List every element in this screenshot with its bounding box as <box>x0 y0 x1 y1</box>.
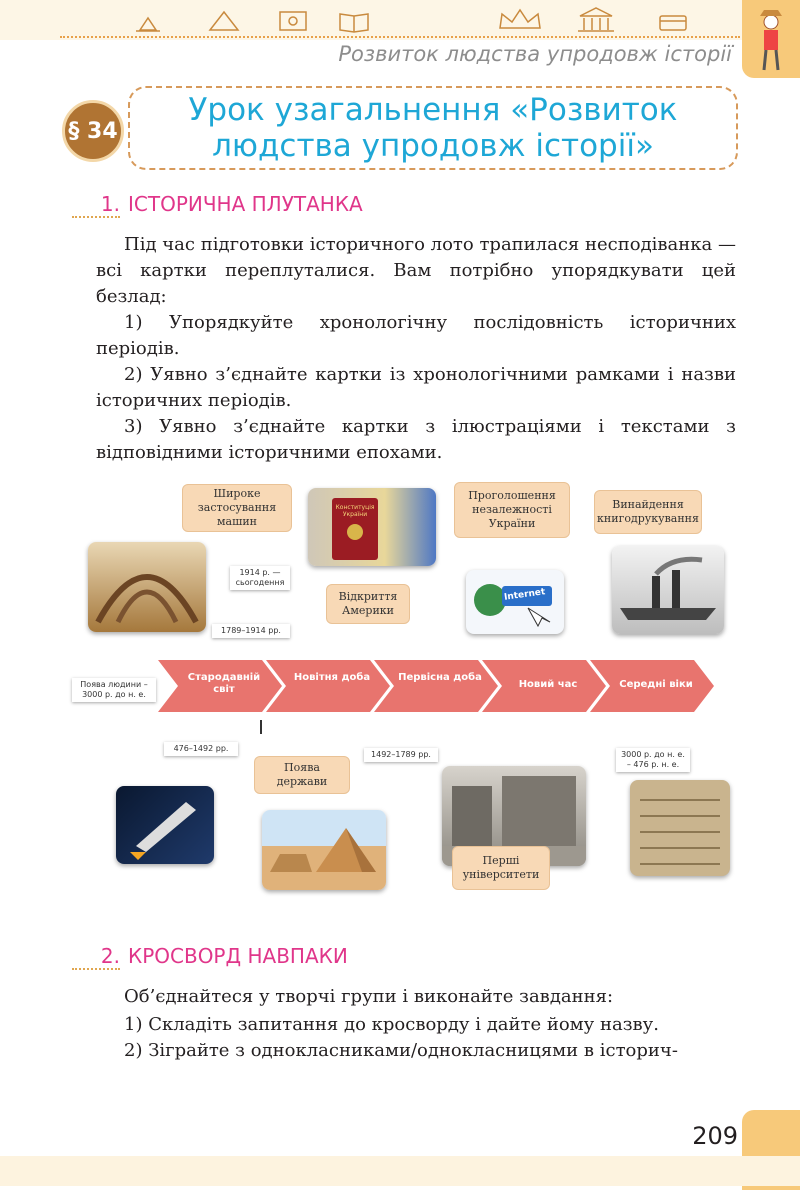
chevron-label: Середні віки <box>619 679 693 690</box>
card-states: Поява держави <box>254 756 350 794</box>
clay-tablet-picture <box>630 780 730 876</box>
chevron-primitive <box>374 660 498 712</box>
section-1-number: 1. <box>72 192 120 218</box>
chevron-label: Стародавній світ <box>187 672 261 695</box>
pyramid-icon <box>210 12 238 30</box>
temple-icon <box>578 8 614 31</box>
history-lotto-illustration <box>72 476 736 906</box>
card-machines: Широке застосування машин <box>182 484 292 532</box>
list-item: 2) Уявно з’єднайте картки із хронологічними рамками і назви історичних періодів. <box>96 364 736 411</box>
history-icons-strip <box>120 4 730 34</box>
section-2-intro: Об’єднайтеся у творчі групи і виконайте завдання: <box>124 986 614 1007</box>
page-number: 209 <box>692 1122 738 1150</box>
card-america: Відкриття Америки <box>326 584 410 624</box>
section-2-title: КРОСВОРД НАВПАКИ <box>128 944 348 968</box>
ancient-dwelling-picture <box>88 542 206 632</box>
date-476: 476–1492 рр. <box>164 742 238 756</box>
map-icon <box>280 12 306 30</box>
date-humans: Поява людини – 3000 р. до н. е. <box>72 678 156 702</box>
crown-icon <box>500 10 540 28</box>
steamship-picture <box>612 546 724 634</box>
date-3000: 3000 р. до н. е. – 476 р. н. е. <box>616 748 690 772</box>
running-title: Розвиток людства упродовж історії <box>338 42 732 66</box>
section-2-number: 2. <box>72 944 120 970</box>
section-1-heading <box>72 192 363 218</box>
explorer-icon <box>742 0 800 78</box>
chest-icon <box>660 16 686 30</box>
chevron-label: Первісна доба <box>398 672 482 683</box>
list-item: 3) Уявно з’єднайте картки з ілюстраціями і текстами з відповідними історичними епохами. <box>96 416 736 463</box>
card-printing: Винайдення книгодрукування <box>594 490 702 534</box>
date-1789: 1789–1914 рр. <box>212 624 290 638</box>
campfire-icon <box>136 18 160 31</box>
section-2-heading <box>72 944 348 970</box>
lesson-title <box>128 86 738 170</box>
bottom-decor-band <box>0 1156 800 1186</box>
list-item: 1) Складіть запитання до кросворду і дайте йому назву. <box>124 1014 659 1035</box>
date-1492: 1492–1789 рр. <box>364 748 438 762</box>
constitution-picture <box>308 488 436 566</box>
cursor-mark <box>260 720 262 734</box>
card-independence: Проголошення незалежності України <box>454 482 570 538</box>
list-item: 2) Зіграйте з однокласниками/однокласницями в історич- <box>124 1040 678 1061</box>
section-1-intro: Під час підготовки історичного лото трапилася несподіванка — всі картки переплуталися. Вам потрібно упорядкувати цей безлад: <box>96 234 736 307</box>
lesson-title-text: Урок узагальнення «Розвиток людства упродовж історії» <box>188 92 678 164</box>
chevron-newest <box>266 660 390 712</box>
chevron-label: Новий час <box>518 679 578 690</box>
section-1-title: ІСТОРИЧНА ПЛУТАНКА <box>128 192 363 216</box>
top-dotted-rule <box>60 36 740 38</box>
card-universities: Перші університети <box>452 846 550 890</box>
lesson-number-badge: § 34 <box>62 100 124 162</box>
pyramids-picture <box>262 810 386 890</box>
section-2-list <box>96 1012 736 1064</box>
section-1-list <box>96 310 736 466</box>
chevron-label: Новітня доба <box>293 672 371 683</box>
list-item: 1) Упорядкуйте хронологічну послідовність історичних періодів. <box>96 312 736 359</box>
constitution-cover-text: Конституція України <box>335 504 375 518</box>
internet-label: Internet <box>503 587 546 603</box>
internet-picture <box>466 570 564 634</box>
date-1914: 1914 р. — сьогодення <box>230 566 290 590</box>
book-icon <box>340 14 368 32</box>
space-shuttle-picture <box>116 786 214 864</box>
